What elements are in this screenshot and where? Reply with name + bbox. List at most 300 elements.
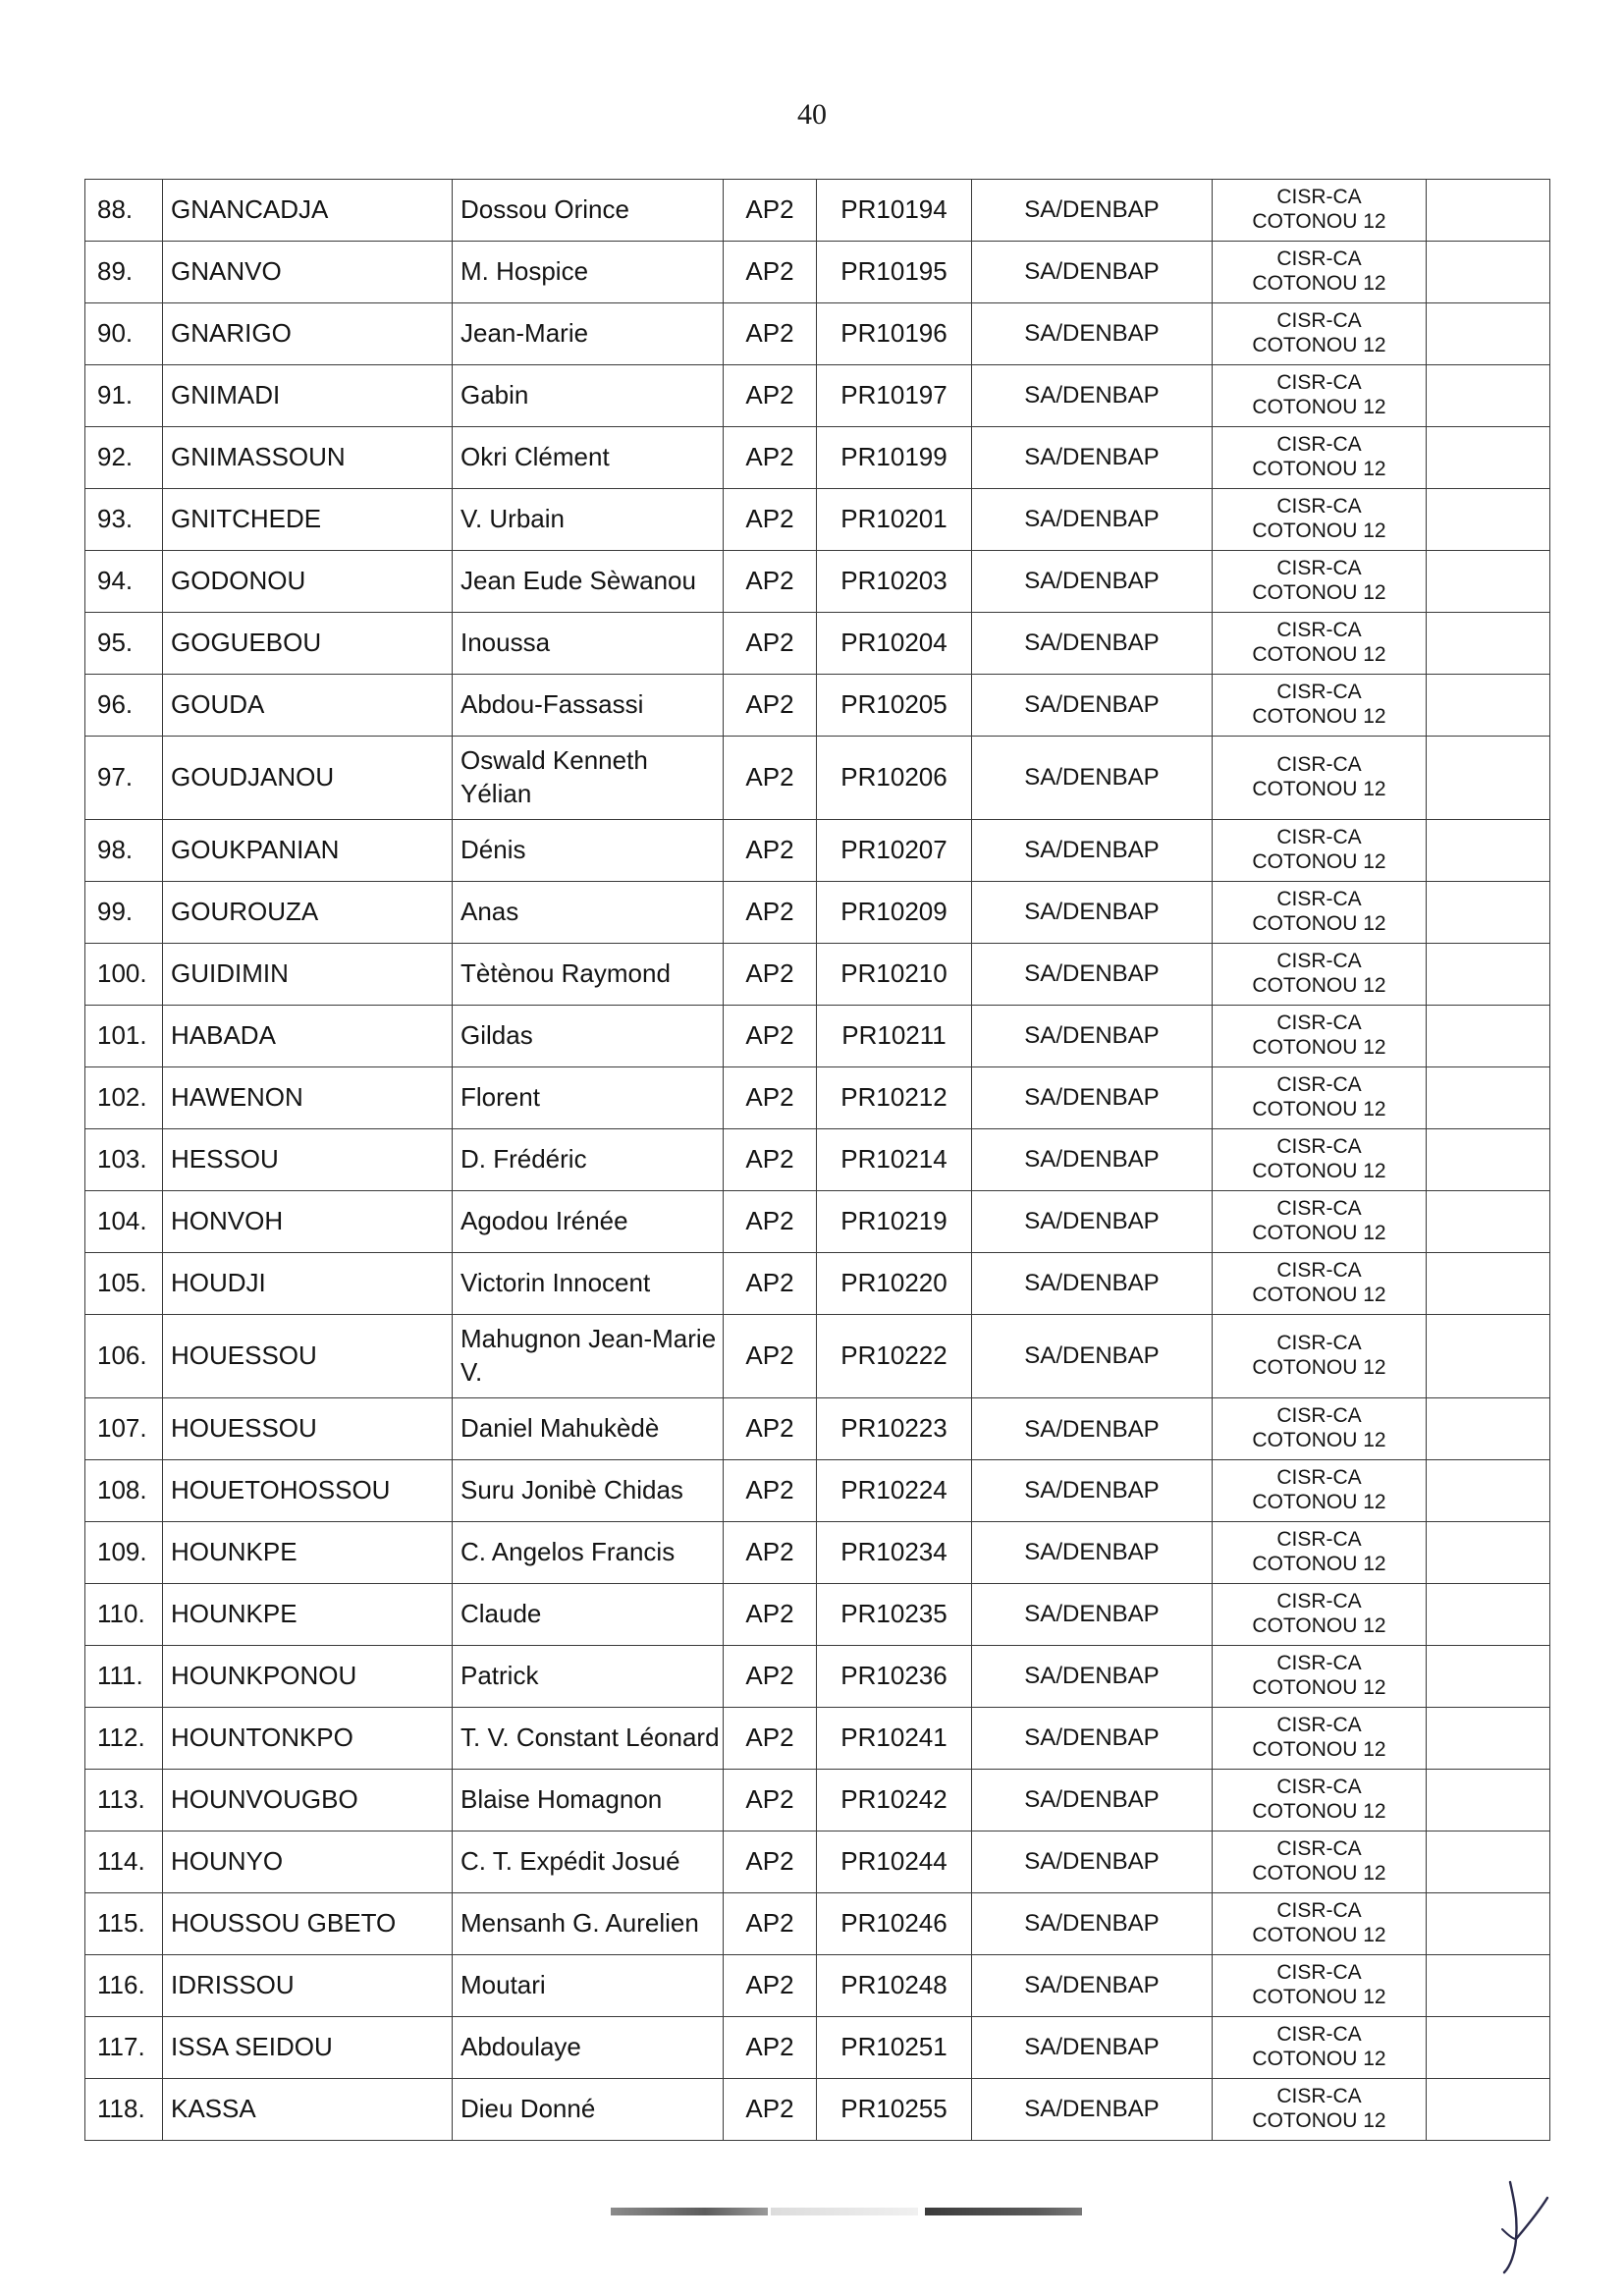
- assignment-center-line: CISR-CA: [1276, 1073, 1362, 1097]
- service-cell: SA/DENBAP: [972, 488, 1213, 550]
- assignment-center-cell: [1213, 612, 1427, 674]
- first-name-cell: Gildas: [453, 1005, 724, 1066]
- first-name-cell: Jean Eude Sèwanou: [453, 550, 724, 612]
- registration-code-cell: PR10211: [817, 1005, 972, 1066]
- table-row: [85, 1398, 1550, 1460]
- empty-cell: [1427, 1769, 1550, 1831]
- assignment-center-cell: [1213, 1460, 1427, 1522]
- assignment-center-line: CISR-CA: [1276, 950, 1362, 973]
- assignment-center-cell: [1213, 820, 1427, 882]
- assignment-center-cell: [1213, 736, 1427, 819]
- last-name-cell: HOUDJI: [163, 1252, 453, 1314]
- row-number-cell: 117.: [85, 2016, 163, 2078]
- row-number-cell: 102.: [85, 1066, 163, 1128]
- assignment-center-cell: [1213, 1954, 1427, 2016]
- service-cell: SA/DENBAP: [972, 1645, 1213, 1707]
- grade-cell: AP2: [724, 302, 817, 364]
- assignment-center-cell: [1213, 674, 1427, 736]
- assignment-center-cell: [1213, 1066, 1427, 1128]
- grade-cell: AP2: [724, 426, 817, 488]
- assignment-center-line: COTONOU 12: [1252, 1737, 1386, 1761]
- empty-cell: [1427, 612, 1550, 674]
- assignment-center-line: CISR-CA: [1276, 618, 1362, 641]
- assignment-center-cell: [1213, 1314, 1427, 1397]
- last-name-cell: GOUDJANOU: [163, 736, 453, 819]
- row-number-cell: 107.: [85, 1398, 163, 1460]
- registration-code-cell: PR10236: [817, 1645, 972, 1707]
- first-name-cell: Dieu Donné: [453, 2078, 724, 2140]
- empty-cell: [1427, 1707, 1550, 1769]
- registration-code-cell: PR10201: [817, 488, 972, 550]
- assignment-center-line: COTONOU 12: [1252, 1985, 1386, 2008]
- registration-code-cell: PR10248: [817, 1954, 972, 2016]
- row-number-cell: 112.: [85, 1707, 163, 1769]
- grade-cell: AP2: [724, 241, 817, 302]
- service-cell: SA/DENBAP: [972, 1954, 1213, 2016]
- assignment-center-line: COTONOU 12: [1252, 1221, 1386, 1244]
- assignment-center-cell: [1213, 1252, 1427, 1314]
- last-name-cell: HOUETOHOSSOU: [163, 1460, 453, 1522]
- row-number-cell: 113.: [85, 1769, 163, 1831]
- first-name-cell: Victorin Innocent: [453, 1252, 724, 1314]
- first-name-cell: Mensanh G. Aurelien: [453, 1892, 724, 1954]
- registration-code-cell: PR10204: [817, 612, 972, 674]
- first-name-cell: Claude: [453, 1584, 724, 1646]
- grade-cell: AP2: [724, 1769, 817, 1831]
- roster-body: [85, 180, 1550, 2141]
- service-cell: SA/DENBAP: [972, 943, 1213, 1005]
- assignment-center-line: CISR-CA: [1276, 826, 1362, 849]
- last-name-cell: GNANVO: [163, 241, 453, 302]
- first-name-cell: Oswald Kenneth Yélian: [453, 736, 724, 819]
- empty-cell: [1427, 1128, 1550, 1190]
- last-name-cell: HONVOH: [163, 1190, 453, 1252]
- assignment-center-cell: [1213, 1522, 1427, 1584]
- registration-code-cell: PR10214: [817, 1128, 972, 1190]
- assignment-center-line: CISR-CA: [1276, 2085, 1362, 2108]
- assignment-center-line: CISR-CA: [1276, 433, 1362, 457]
- grade-cell: AP2: [724, 1128, 817, 1190]
- row-number-cell: 97.: [85, 736, 163, 819]
- service-cell: SA/DENBAP: [972, 1584, 1213, 1646]
- row-number-cell: 111.: [85, 1645, 163, 1707]
- first-name-cell: Jean-Marie: [453, 302, 724, 364]
- empty-cell: [1427, 1252, 1550, 1314]
- first-name-cell: D. Frédéric: [453, 1128, 724, 1190]
- assignment-center-line: CISR-CA: [1276, 1196, 1362, 1220]
- assignment-center-line: CISR-CA: [1276, 753, 1362, 777]
- row-number-cell: 98.: [85, 820, 163, 882]
- first-name-cell: Daniel Mahukèdè: [453, 1398, 724, 1460]
- assignment-center-line: COTONOU 12: [1252, 1553, 1386, 1576]
- grade-cell: AP2: [724, 882, 817, 944]
- table-row: [85, 1892, 1550, 1954]
- registration-code-cell: PR10209: [817, 882, 972, 944]
- last-name-cell: HOUNKPE: [163, 1522, 453, 1584]
- empty-cell: [1427, 943, 1550, 1005]
- row-number-cell: 88.: [85, 180, 163, 242]
- assignment-center-line: COTONOU 12: [1252, 704, 1386, 728]
- service-cell: SA/DENBAP: [972, 1066, 1213, 1128]
- grade-cell: AP2: [724, 1252, 817, 1314]
- service-cell: SA/DENBAP: [972, 426, 1213, 488]
- grade-cell: AP2: [724, 1314, 817, 1397]
- empty-cell: [1427, 241, 1550, 302]
- assignment-center-line: CISR-CA: [1276, 1898, 1362, 1922]
- row-number-cell: 94.: [85, 550, 163, 612]
- last-name-cell: GOUDA: [163, 674, 453, 736]
- table-row: [85, 1707, 1550, 1769]
- grade-cell: AP2: [724, 612, 817, 674]
- last-name-cell: GOUKPANIAN: [163, 820, 453, 882]
- table-row: [85, 1252, 1550, 1314]
- empty-cell: [1427, 736, 1550, 819]
- empty-cell: [1427, 302, 1550, 364]
- table-row: [85, 2016, 1550, 2078]
- registration-code-cell: PR10255: [817, 2078, 972, 2140]
- first-name-cell: Suru Jonibè Chidas: [453, 1460, 724, 1522]
- grade-cell: AP2: [724, 2078, 817, 2140]
- registration-code-cell: PR10203: [817, 550, 972, 612]
- grade-cell: AP2: [724, 1066, 817, 1128]
- scan-artifact-bar: [611, 2208, 768, 2215]
- last-name-cell: IDRISSOU: [163, 1954, 453, 2016]
- grade-cell: AP2: [724, 364, 817, 426]
- service-cell: SA/DENBAP: [972, 1252, 1213, 1314]
- assignment-center-line: CISR-CA: [1276, 371, 1362, 395]
- registration-code-cell: PR10197: [817, 364, 972, 426]
- assignment-center-line: COTONOU 12: [1252, 1097, 1386, 1121]
- empty-cell: [1427, 550, 1550, 612]
- first-name-cell: C. Angelos Francis: [453, 1522, 724, 1584]
- last-name-cell: HESSOU: [163, 1128, 453, 1190]
- assignment-center-line: CISR-CA: [1276, 1258, 1362, 1282]
- assignment-center-line: COTONOU 12: [1252, 1799, 1386, 1823]
- empty-cell: [1427, 2016, 1550, 2078]
- row-number-cell: 108.: [85, 1460, 163, 1522]
- service-cell: SA/DENBAP: [972, 1707, 1213, 1769]
- registration-code-cell: PR10244: [817, 1831, 972, 1892]
- last-name-cell: ISSA SEIDOU: [163, 2016, 453, 2078]
- assignment-center-line: COTONOU 12: [1252, 271, 1386, 295]
- last-name-cell: HOUNYO: [163, 1831, 453, 1892]
- row-number-cell: 104.: [85, 1190, 163, 1252]
- grade-cell: AP2: [724, 2016, 817, 2078]
- assignment-center-line: COTONOU 12: [1252, 457, 1386, 480]
- first-name-cell: Tètènou Raymond: [453, 943, 724, 1005]
- empty-cell: [1427, 488, 1550, 550]
- row-number-cell: 91.: [85, 364, 163, 426]
- first-name-cell: Anas: [453, 882, 724, 944]
- table-row: [85, 550, 1550, 612]
- assignment-center-line: CISR-CA: [1276, 2022, 1362, 2046]
- empty-cell: [1427, 426, 1550, 488]
- grade-cell: AP2: [724, 674, 817, 736]
- grade-cell: AP2: [724, 1005, 817, 1066]
- grade-cell: AP2: [724, 820, 817, 882]
- registration-code-cell: PR10207: [817, 820, 972, 882]
- empty-cell: [1427, 1645, 1550, 1707]
- last-name-cell: GNIMASSOUN: [163, 426, 453, 488]
- last-name-cell: KASSA: [163, 2078, 453, 2140]
- assignment-center-cell: [1213, 1584, 1427, 1646]
- assignment-center-line: COTONOU 12: [1252, 580, 1386, 604]
- grade-cell: AP2: [724, 736, 817, 819]
- assignment-center-cell: [1213, 1128, 1427, 1190]
- last-name-cell: HOUESSOU: [163, 1314, 453, 1397]
- last-name-cell: GOUROUZA: [163, 882, 453, 944]
- empty-cell: [1427, 1522, 1550, 1584]
- assignment-center-line: COTONOU 12: [1252, 642, 1386, 666]
- row-number-cell: 101.: [85, 1005, 163, 1066]
- last-name-cell: HAWENON: [163, 1066, 453, 1128]
- empty-cell: [1427, 1954, 1550, 2016]
- assignment-center-cell: [1213, 1831, 1427, 1892]
- table-row: [85, 674, 1550, 736]
- table-row: [85, 1005, 1550, 1066]
- first-name-cell: Dénis: [453, 820, 724, 882]
- page-number: 40: [797, 98, 827, 131]
- last-name-cell: HOUNVOUGBO: [163, 1769, 453, 1831]
- first-name-cell: Abdou-Fassassi: [453, 674, 724, 736]
- registration-code-cell: PR10195: [817, 241, 972, 302]
- last-name-cell: GODONOU: [163, 550, 453, 612]
- assignment-center-line: COTONOU 12: [1252, 1159, 1386, 1182]
- first-name-cell: Agodou Irénée: [453, 1190, 724, 1252]
- assignment-center-line: COTONOU 12: [1252, 2047, 1386, 2070]
- assignment-center-line: COTONOU 12: [1252, 1861, 1386, 1885]
- assignment-center-line: COTONOU 12: [1252, 1283, 1386, 1306]
- assignment-center-line: CISR-CA: [1276, 1466, 1362, 1490]
- assignment-center-line: COTONOU 12: [1252, 2108, 1386, 2132]
- registration-code-cell: PR10205: [817, 674, 972, 736]
- service-cell: SA/DENBAP: [972, 612, 1213, 674]
- first-name-cell: T. V. Constant Léonard: [453, 1707, 724, 1769]
- last-name-cell: GUIDIMIN: [163, 943, 453, 1005]
- assignment-center-line: CISR-CA: [1276, 1404, 1362, 1428]
- first-name-cell: Abdoulaye: [453, 2016, 724, 2078]
- assignment-center-line: CISR-CA: [1276, 556, 1362, 579]
- row-number-cell: 116.: [85, 1954, 163, 2016]
- service-cell: SA/DENBAP: [972, 674, 1213, 736]
- assignment-center-line: COTONOU 12: [1252, 395, 1386, 418]
- service-cell: SA/DENBAP: [972, 1190, 1213, 1252]
- row-number-cell: 96.: [85, 674, 163, 736]
- row-number-cell: 118.: [85, 2078, 163, 2140]
- service-cell: SA/DENBAP: [972, 241, 1213, 302]
- table-row: [85, 612, 1550, 674]
- service-cell: SA/DENBAP: [972, 180, 1213, 242]
- registration-code-cell: PR10222: [817, 1314, 972, 1397]
- assignment-center-cell: [1213, 364, 1427, 426]
- handwritten-initial-signature: [1481, 2170, 1559, 2278]
- row-number-cell: 106.: [85, 1314, 163, 1397]
- assignment-center-cell: [1213, 1398, 1427, 1460]
- last-name-cell: HOUESSOU: [163, 1398, 453, 1460]
- service-cell: SA/DENBAP: [972, 550, 1213, 612]
- service-cell: SA/DENBAP: [972, 1769, 1213, 1831]
- first-name-cell: Dossou Orince: [453, 180, 724, 242]
- assignment-center-cell: [1213, 180, 1427, 242]
- assignment-center-cell: [1213, 1190, 1427, 1252]
- assignment-center-line: COTONOU 12: [1252, 911, 1386, 935]
- assignment-center-line: CISR-CA: [1276, 309, 1362, 333]
- first-name-cell: Okri Clément: [453, 426, 724, 488]
- assignment-center-line: COTONOU 12: [1252, 850, 1386, 874]
- assignment-center-line: CISR-CA: [1276, 680, 1362, 703]
- assignment-center-line: COTONOU 12: [1252, 1675, 1386, 1699]
- first-name-cell: Florent: [453, 1066, 724, 1128]
- assignment-center-cell: [1213, 943, 1427, 1005]
- first-name-cell: Gabin: [453, 364, 724, 426]
- empty-cell: [1427, 820, 1550, 882]
- table-row: [85, 1128, 1550, 1190]
- empty-cell: [1427, 1892, 1550, 1954]
- service-cell: SA/DENBAP: [972, 1892, 1213, 1954]
- assignment-center-line: CISR-CA: [1276, 1652, 1362, 1675]
- table-row: [85, 1584, 1550, 1646]
- row-number-cell: 100.: [85, 943, 163, 1005]
- service-cell: SA/DENBAP: [972, 364, 1213, 426]
- registration-code-cell: PR10210: [817, 943, 972, 1005]
- assignment-center-line: CISR-CA: [1276, 1135, 1362, 1159]
- table-row: [85, 1314, 1550, 1397]
- registration-code-cell: PR10212: [817, 1066, 972, 1128]
- assignment-center-cell: [1213, 1707, 1427, 1769]
- grade-cell: AP2: [724, 1954, 817, 2016]
- assignment-center-line: COTONOU 12: [1252, 519, 1386, 542]
- row-number-cell: 110.: [85, 1584, 163, 1646]
- service-cell: SA/DENBAP: [972, 2016, 1213, 2078]
- row-number-cell: 93.: [85, 488, 163, 550]
- first-name-cell: Blaise Homagnon: [453, 1769, 724, 1831]
- first-name-cell: M. Hospice: [453, 241, 724, 302]
- empty-cell: [1427, 1190, 1550, 1252]
- service-cell: SA/DENBAP: [972, 882, 1213, 944]
- assignment-center-cell: [1213, 1892, 1427, 1954]
- assignment-center-cell: [1213, 2078, 1427, 2140]
- registration-code-cell: PR10242: [817, 1769, 972, 1831]
- table-row: [85, 736, 1550, 819]
- last-name-cell: HOUNTONKPO: [163, 1707, 453, 1769]
- last-name-cell: HABADA: [163, 1005, 453, 1066]
- row-number-cell: 103.: [85, 1128, 163, 1190]
- last-name-cell: HOUNKPONOU: [163, 1645, 453, 1707]
- row-number-cell: 109.: [85, 1522, 163, 1584]
- registration-code-cell: PR10241: [817, 1707, 972, 1769]
- scan-artifact-bar: [925, 2208, 1082, 2215]
- row-number-cell: 99.: [85, 882, 163, 944]
- table-row: [85, 1522, 1550, 1584]
- row-number-cell: 90.: [85, 302, 163, 364]
- empty-cell: [1427, 364, 1550, 426]
- table-row: [85, 1066, 1550, 1128]
- assignment-center-cell: [1213, 550, 1427, 612]
- service-cell: SA/DENBAP: [972, 1398, 1213, 1460]
- grade-cell: AP2: [724, 488, 817, 550]
- assignment-center-line: CISR-CA: [1276, 888, 1362, 911]
- assignment-center-line: COTONOU 12: [1252, 777, 1386, 800]
- assignment-center-line: CISR-CA: [1276, 494, 1362, 518]
- row-number-cell: 114.: [85, 1831, 163, 1892]
- empty-cell: [1427, 1314, 1550, 1397]
- assignment-center-cell: [1213, 1769, 1427, 1831]
- registration-code-cell: PR10234: [817, 1522, 972, 1584]
- grade-cell: AP2: [724, 550, 817, 612]
- assignment-center-line: CISR-CA: [1276, 186, 1362, 209]
- empty-cell: [1427, 882, 1550, 944]
- table-row: [85, 302, 1550, 364]
- first-name-cell: Patrick: [453, 1645, 724, 1707]
- assignment-center-line: CISR-CA: [1276, 1714, 1362, 1737]
- grade-cell: AP2: [724, 1707, 817, 1769]
- registration-code-cell: PR10206: [817, 736, 972, 819]
- service-cell: SA/DENBAP: [972, 820, 1213, 882]
- assignment-center-line: COTONOU 12: [1252, 209, 1386, 233]
- service-cell: SA/DENBAP: [972, 302, 1213, 364]
- assignment-center-line: COTONOU 12: [1252, 333, 1386, 356]
- table-row: [85, 488, 1550, 550]
- last-name-cell: HOUNKPE: [163, 1584, 453, 1646]
- assignment-center-line: COTONOU 12: [1252, 1429, 1386, 1452]
- assignment-center-line: CISR-CA: [1276, 1837, 1362, 1861]
- assignment-center-line: CISR-CA: [1276, 1011, 1362, 1035]
- first-name-cell: Moutari: [453, 1954, 724, 2016]
- table-row: [85, 180, 1550, 242]
- registration-code-cell: PR10194: [817, 180, 972, 242]
- table-row: [85, 1954, 1550, 2016]
- grade-cell: AP2: [724, 1831, 817, 1892]
- assignment-center-line: COTONOU 12: [1252, 1035, 1386, 1059]
- roster-table: [84, 179, 1550, 2141]
- assignment-center-line: COTONOU 12: [1252, 1491, 1386, 1514]
- assignment-center-cell: [1213, 241, 1427, 302]
- empty-cell: [1427, 2078, 1550, 2140]
- first-name-cell: C. T. Expédit Josué: [453, 1831, 724, 1892]
- grade-cell: AP2: [724, 180, 817, 242]
- grade-cell: AP2: [724, 1522, 817, 1584]
- row-number-cell: 95.: [85, 612, 163, 674]
- service-cell: SA/DENBAP: [972, 1005, 1213, 1066]
- first-name-cell: V. Urbain: [453, 488, 724, 550]
- registration-code-cell: PR10196: [817, 302, 972, 364]
- empty-cell: [1427, 674, 1550, 736]
- grade-cell: AP2: [724, 1398, 817, 1460]
- empty-cell: [1427, 1831, 1550, 1892]
- assignment-center-line: CISR-CA: [1276, 1776, 1362, 1799]
- last-name-cell: HOUSSOU GBETO: [163, 1892, 453, 1954]
- service-cell: SA/DENBAP: [972, 1128, 1213, 1190]
- assignment-center-line: CISR-CA: [1276, 1590, 1362, 1613]
- assignment-center-cell: [1213, 488, 1427, 550]
- table-row: [85, 1460, 1550, 1522]
- last-name-cell: GNARIGO: [163, 302, 453, 364]
- registration-code-cell: PR10199: [817, 426, 972, 488]
- table-row: [85, 1769, 1550, 1831]
- assignment-center-line: COTONOU 12: [1252, 1355, 1386, 1379]
- empty-cell: [1427, 180, 1550, 242]
- table-row: [85, 241, 1550, 302]
- row-number-cell: 105.: [85, 1252, 163, 1314]
- empty-cell: [1427, 1005, 1550, 1066]
- assignment-center-cell: [1213, 1005, 1427, 1066]
- assignment-center-line: COTONOU 12: [1252, 1923, 1386, 1946]
- first-name-cell: Mahugnon Jean-Marie V.: [453, 1314, 724, 1397]
- registration-code-cell: PR10220: [817, 1252, 972, 1314]
- first-name-cell: Inoussa: [453, 612, 724, 674]
- grade-cell: AP2: [724, 1460, 817, 1522]
- table-row: [85, 1831, 1550, 1892]
